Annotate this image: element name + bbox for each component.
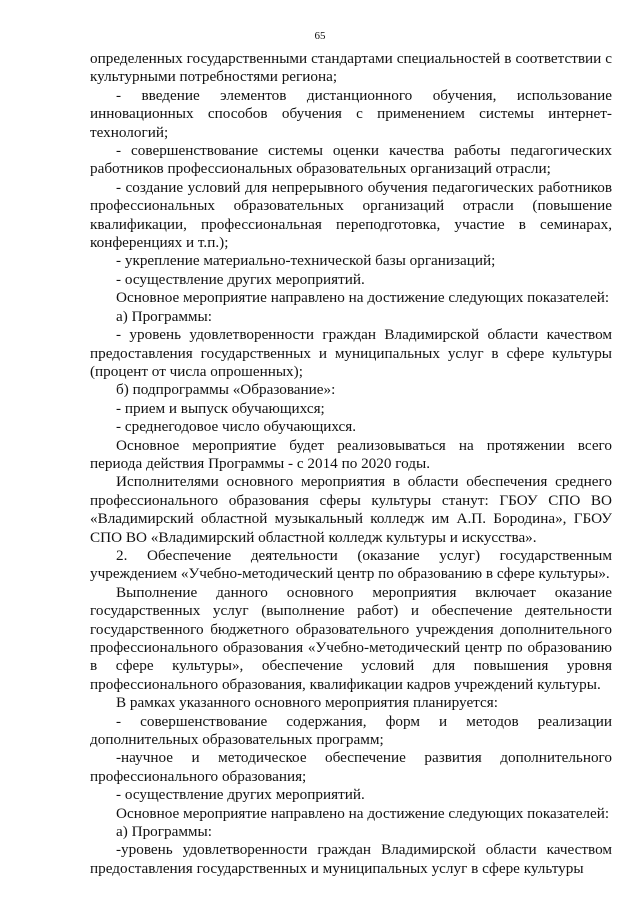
paragraph: а) Программы: (116, 307, 212, 325)
paragraph: В рамках указанного основного мероприятия планируется: (116, 694, 498, 712)
paragraph: - прием и выпуск обучающихся; (116, 399, 325, 417)
paragraph: -научное и методическое обеспечение развития дополнительного профессионального образования; (90, 749, 612, 785)
paragraph: Основное мероприятие направлено на достижение следующих показателей: (116, 289, 610, 307)
paragraph: б) подпрограммы «Образование»: (116, 381, 336, 399)
paragraph: Основное мероприятие будет реализовываться на протяжении всего периода действия Программы - с 2014 по 2020 годы. (90, 436, 612, 472)
paragraph: - осуществление других мероприятий. (116, 786, 365, 804)
paragraph: - укрепление материально-технической базы организаций; (116, 252, 496, 270)
paragraph: 2. Обеспечение деятельности (оказание услуг) государственным учреждением «Учебно-методический центр по образованию в сфере культуры». (90, 546, 612, 583)
page-number: 65 (314, 30, 326, 42)
paragraph: -уровень удовлетворенности граждан Владимирской области качеством предоставления государственных и муниципальных услуг в сфере культуры (90, 841, 612, 877)
paragraph: - введение элементов дистанционного обучения, использование инновационных способов обучения с применением системы интернет-технологий; (90, 86, 612, 141)
paragraph: - совершенствование содержания, форм и методов реализации дополнительных образовательных программ; (90, 712, 612, 749)
paragraph: Выполнение данного основного мероприятия включает оказание государственных услуг (выполнение работ) и обеспечение деятельности государственного бюджетного образовательного учреждения дополнительного профессионального образования «Учебно-методический центр по образованию в сфере культуры», обеспечение условий для повышения уровня профессионального образования, квалификации кадров учреждений культуры. (90, 583, 612, 693)
document-body (90, 50, 612, 878)
paragraph: определенных государственными стандартами специальностей в соответствии с культурными потребностями региона; (90, 50, 612, 86)
paragraph: - совершенствование системы оценки качества работы педагогических работников профессиональных образовательных организаций отрасли; (90, 142, 612, 178)
paragraph: - уровень удовлетворенности граждан Владимирской области качеством предоставления государственных и муниципальных услуг в сфере культуры (процент от числа опрошенных); (90, 326, 612, 380)
paragraph: - среднегодовое число обучающихся. (116, 418, 357, 436)
paragraph: Исполнителями основного мероприятия в области обеспечения среднего профессионального образования сферы культуры станут: ГБОУ СПО ВО «Владимирский областной музыкальный колледж им А.П. Бородина», ГБОУ СПО ВО «Владимирский областной колледж культуры и искусства». (90, 473, 612, 546)
paragraph: - осуществление других мероприятий. (116, 270, 365, 288)
paragraph: а) Программы: (116, 823, 212, 841)
paragraph: Основное мероприятие направлено на достижение следующих показателей: (116, 804, 610, 822)
paragraph: - создание условий для непрерывного обучения педагогических работников профессиональных образовательных организаций отрасли (повышение квалификации, профессиональная переподготовка, участие в семинарах, конференциях и т.п.); (90, 178, 612, 252)
